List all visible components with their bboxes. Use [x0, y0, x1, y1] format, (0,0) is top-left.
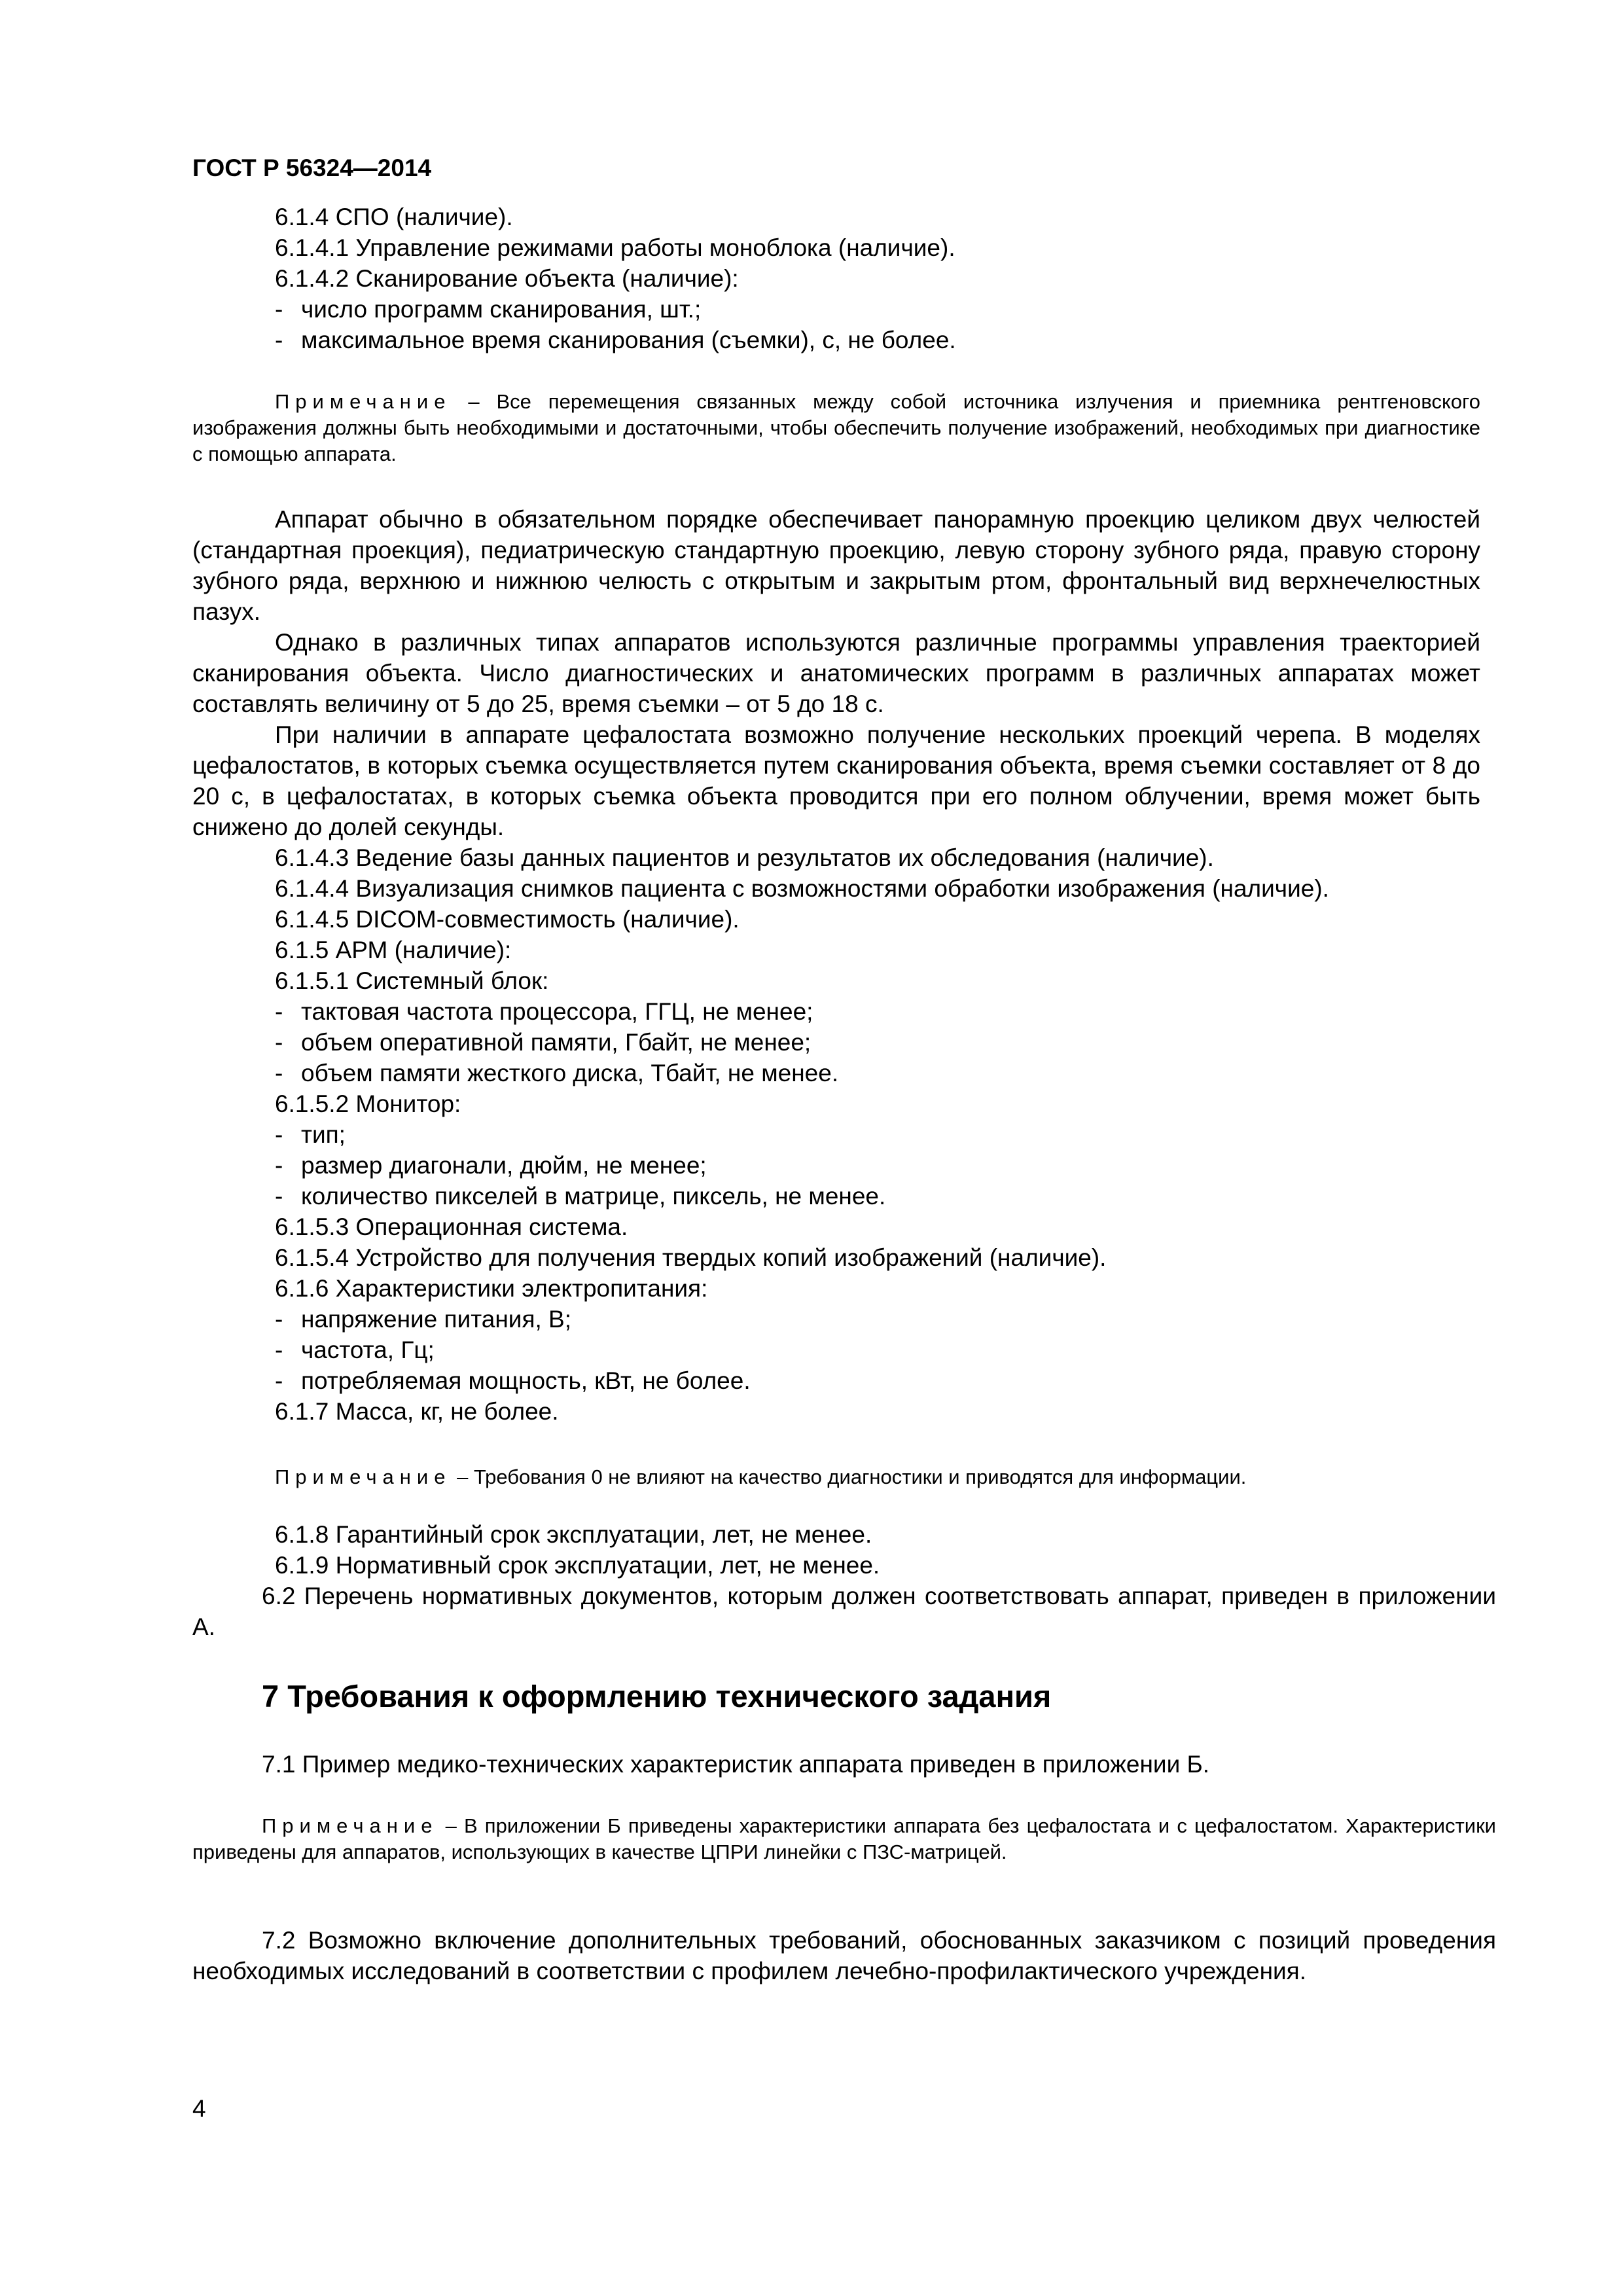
list-item-text: число программ сканирования, шт.;: [301, 296, 702, 323]
paragraph-7-2: 7.2 Возможно включение дополнительных требований, обоснованных заказчиком с позиций проведения необходимых исследований в соответствии с профилем лечебно-профилактического учреждения.: [192, 1927, 1496, 1984]
note-label: Примечание: [275, 390, 452, 413]
item-6-1-5-1: 6.1.5.1 Системный блок:: [275, 967, 549, 994]
item-6-1-4-1: 6.1.4.1 Управление режимами работы моноблока (наличие).: [275, 234, 955, 261]
note-text: – В приложении Б приведены характеристики аппарата без цефалостата и с цефалостатом. Характеристики приведены для аппаратов, использующих в качестве ЦПРИ линейки с ПЗС-матрицей.: [192, 1814, 1496, 1863]
item-6-1-8: 6.1.8 Гарантийный срок эксплуатации, лет, не менее.: [275, 1521, 872, 1548]
list-item: [275, 1058, 838, 1088]
note-label: Примечание: [262, 1814, 438, 1837]
item-6-1-4-3: 6.1.4.3 Ведение базы данных пациентов и результатов их обследования (наличие).: [275, 844, 1214, 871]
list-item: [275, 1365, 751, 1396]
list-item-text: частота, Гц;: [301, 1336, 435, 1363]
item-6-1-4-5: 6.1.4.5 DICOM-совместимость (наличие).: [275, 906, 740, 933]
item-6-1-5-4: 6.1.5.4 Устройство для получения твердых копий изображений (наличие).: [275, 1244, 1107, 1271]
list-item: [275, 996, 813, 1027]
list-item-text: максимальное время сканирования (съемки), с, не более.: [301, 327, 956, 353]
paragraph-7-1: 7.1 Пример медико-технических характеристик аппарата приведен в приложении Б.: [262, 1751, 1210, 1778]
item-6-1-4-4: 6.1.4.4 Визуализация снимков пациента с возможностями обработки изображения (наличие).: [275, 875, 1329, 902]
list-item-text: объем оперативной памяти, Гбайт, не менее;: [301, 1029, 812, 1056]
dash-marker: -: [275, 1029, 283, 1056]
note-2: [192, 1464, 1480, 1490]
dash-marker: -: [275, 1336, 283, 1363]
list-item-text: размер диагонали, дюйм, не менее;: [301, 1152, 707, 1179]
list-item-text: тактовая частота процессора, ГГЦ, не менее;: [301, 998, 813, 1025]
dash-marker: -: [275, 1060, 283, 1086]
page-number: 4: [192, 2095, 206, 2122]
list-item: [275, 1181, 885, 1211]
dash-marker: -: [275, 327, 283, 353]
paragraph-6-2: 6.2 Перечень нормативных документов, которым должен соответствовать аппарат, приведен в приложении А.: [192, 1583, 1496, 1640]
dash-marker: -: [275, 296, 283, 323]
section-7-title: 7 Требования к оформлению технического задания: [262, 1679, 1052, 1713]
list-item: [275, 1119, 346, 1150]
item-6-1-4: 6.1.4 СПО (наличие).: [275, 204, 513, 230]
dash-marker: -: [275, 1152, 283, 1179]
item-6-1-5-2: 6.1.5.2 Монитор:: [275, 1090, 461, 1117]
note-text: – Все перемещения связанных между собой источника излучения и приемника рентгеновского изображения должны быть необходимыми и достаточными, чтобы обеспечить получение изображений, необходимых при диагностике с помощью аппарата.: [192, 390, 1480, 465]
list-item-text: количество пикселей в матрице, пиксель, не менее.: [301, 1183, 886, 1210]
list-item: [275, 1027, 811, 1058]
list-item: [275, 1150, 707, 1181]
note-label: Примечание: [275, 1465, 452, 1488]
list-item-text: потребляемая мощность, кВт, не более.: [301, 1367, 751, 1394]
item-6-1-7: 6.1.7 Масса, кг, не более.: [275, 1398, 559, 1425]
paragraph-programs: Однако в различных типах аппаратов используются различные программы управления траекторией сканирования объекта. Число диагностических и анатомических программ в различных аппаратах может составлять величину от 5 до 25, время съемки – от 5 до 18 с.: [192, 629, 1480, 717]
doc-header: ГОСТ Р 56324—2014: [192, 154, 432, 181]
note-text: – Требования 0 не влияют на качество диагностики и приводятся для информации.: [457, 1465, 1247, 1488]
item-6-1-5: 6.1.5 АРМ (наличие):: [275, 937, 512, 963]
paragraph-cephalostat: При наличии в аппарате цефалостата возможно получение нескольких проекций черепа. В моделях цефалостатов, в которых съемка осуществляется путем сканирования объекта, время съемки составляет от 8 до 20 с, в цефалостатах, в которых съемка объекта проводится при его полном облучении, время может быть снижено до долей секунды.: [192, 721, 1480, 840]
item-6-1-9: 6.1.9 Нормативный срок эксплуатации, лет, не менее.: [275, 1552, 880, 1579]
dash-marker: -: [275, 998, 283, 1025]
dash-marker: -: [275, 1367, 283, 1394]
list-item: [275, 1335, 435, 1365]
list-item-text: объем памяти жесткого диска, Тбайт, не менее.: [301, 1060, 839, 1086]
dash-marker: -: [275, 1121, 283, 1148]
paragraph-projections: Аппарат обычно в обязательном порядке обеспечивает панорамную проекцию целиком двух челюстей (стандартная проекция), педиатрическую стандартную проекцию, левую сторону зубного ряда, правую сторону зубного ряда, верхнюю и нижнюю челюсть с открытым и закрытым ртом, фронтальный вид верхнечелюстных пазух.: [192, 506, 1480, 625]
note-3: [192, 1813, 1496, 1865]
list-item: [275, 294, 701, 325]
list-item: [275, 325, 956, 355]
item-6-1-6: 6.1.6 Характеристики электропитания:: [275, 1275, 708, 1302]
note-1: [192, 389, 1480, 467]
item-6-1-5-3: 6.1.5.3 Операционная система.: [275, 1213, 628, 1240]
list-item-text: тип;: [301, 1121, 346, 1148]
list-item-text: напряжение питания, В;: [301, 1306, 571, 1333]
list-item: [275, 1304, 571, 1335]
dash-marker: -: [275, 1183, 283, 1210]
dash-marker: -: [275, 1306, 283, 1333]
item-6-1-4-2: 6.1.4.2 Сканирование объекта (наличие):: [275, 265, 739, 292]
